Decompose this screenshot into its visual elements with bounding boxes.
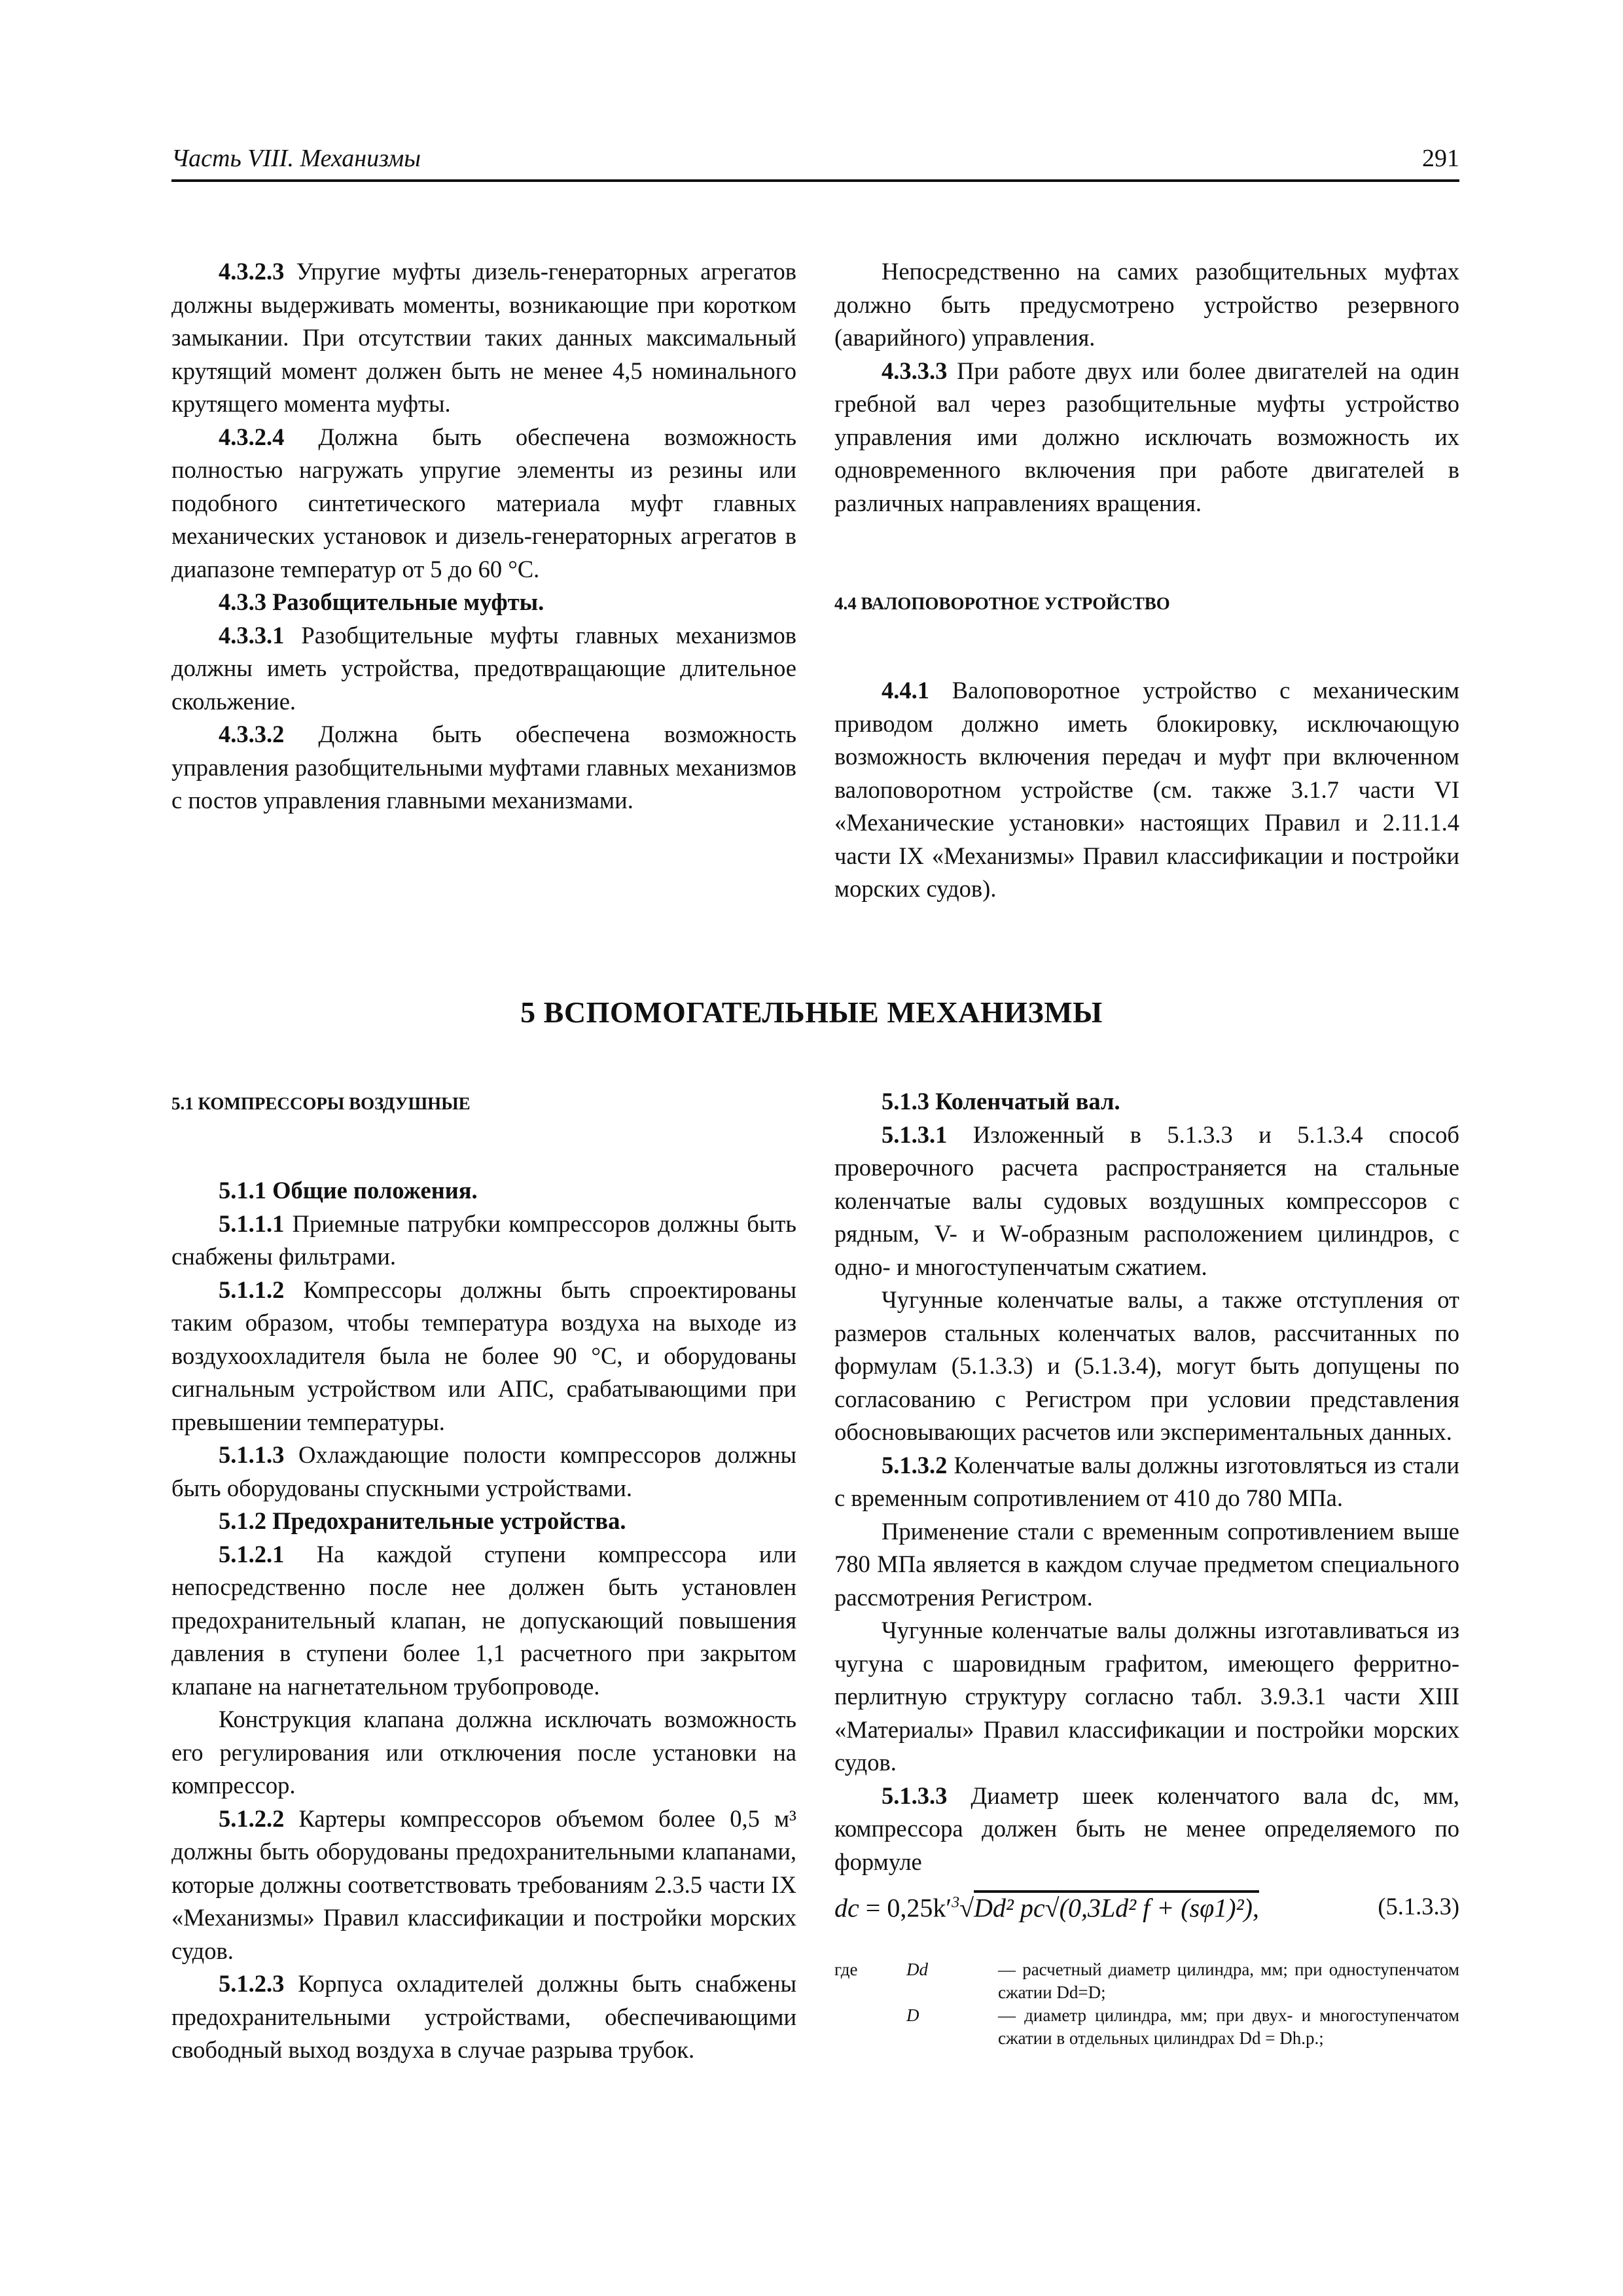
formula xyxy=(834,1882,1459,1948)
clause-text: Конструкция клапана должна исключать возможность его регулирования или отключения после установки на компрессор. xyxy=(171,1706,796,1799)
section-4-4 xyxy=(834,590,1459,906)
clause-text: Чугунные коленчатые валы, а также отступления от размеров стальных коленчатых валов, рассчитанных по формулам (5.1.3.3) и (5.1.3.4), могут быть допущены по согласованию с Регистром при условии представления обосновывающих расчетов или экспериментальных данных. xyxy=(834,1286,1459,1445)
clause-text: Чугунные коленчатые валы должны изготавливаться из чугуна с шаровидным графитом, имеющего ферритно-перлитную структуру согласно табл. 3.9.3.1 части XIII «Материалы» Правил классификации и постройки морских судов. xyxy=(834,1617,1459,1776)
clause-number: 4.3.3.1 xyxy=(219,621,285,649)
clause-number: 4.3.3.2 xyxy=(219,721,285,747)
paragraph xyxy=(171,1174,796,1208)
section-title: 5.1 КОМПРЕССОРЫ ВОЗДУШНЫЕ xyxy=(171,1094,471,1113)
clause-text: Компрессоры должны быть спроектированы таким образом, чтобы температура воздуха на выходе из воздухоохладителя была не более 90 °С, и оборудованы сигнальным устройством или АПС, срабатывающими при превышении температуры. xyxy=(171,1276,796,1435)
paragraph xyxy=(171,1505,796,1538)
clause-text: Разобщительные муфты главных механизмов должны иметь устройства, предотвращающие длительное скольжение. xyxy=(171,621,796,715)
paragraph xyxy=(834,1449,1459,1515)
clause-text: Применение стали с временным сопротивлением выше 780 МПа является в каждом случае предметом специального рассмотрения Регистром. xyxy=(834,1517,1459,1611)
clause-text: Корпуса охладителей должны быть снабжены предохранительными устройствами, обеспечивающими свободный выход воздуха в случае разрыва трубок. xyxy=(171,1970,796,2063)
page-number: 291 xyxy=(1422,145,1459,172)
paragraph xyxy=(171,1703,796,1803)
paragraph xyxy=(834,1780,1459,1879)
definition-text: — диаметр цилиндра, мм; при двух- и многоступенчатом сжатии в отдельных цилиндрах Dd = Dh.p.; xyxy=(998,2005,1459,2048)
clause-text: Валоповоротное устройство с механическим приводом должно иметь блокировку, исключающую возможность включения передач и муфт при включенном валоповоротном устройстве (см. также 3.1.7 части VI «Механические установки» настоящих Правил и 2.11.1.4 части IX «Механизмы» Правил классификации и постройки морских судов). xyxy=(834,677,1459,902)
clause-text: Приемные патрубки компрессоров должны быть снабжены фильтрами. xyxy=(171,1210,796,1270)
clause-text: Коленчатые валы должны изготовляться из стали с временным сопротивлением от 410 до 780 МПа. xyxy=(834,1451,1459,1511)
paragraph xyxy=(171,1803,796,1968)
formula-expression: dc = $0,25k'^3√Dd^2$ pc√(0,3Ld² f + (sφ1)²), xyxy=(834,1893,1259,1923)
paragraph xyxy=(171,1208,796,1274)
clause-number: 5.1.2.3 xyxy=(219,1970,285,1997)
clause-text: При работе двух или более двигателей на один гребной вал через разобщительные муфты устройство управления ими должно исключать возможность их одновременного включения при работе двигателей в различных направлениях вращения. xyxy=(834,357,1459,516)
page-header xyxy=(171,143,1459,182)
definition-item xyxy=(834,2004,1459,2050)
clause-number: 5.1.2 Предохранительные устройства. xyxy=(219,1507,626,1534)
clause-text: Картеры компрессоров объемом более 0,5 м³ должны быть оборудованы предохранительными клапанами, которые должны соответствовать требованиям 2.3.5 части IX «Механизмы» Правил классификации и постройки морских судов. xyxy=(171,1804,796,1964)
paragraph xyxy=(171,421,796,586)
paragraph xyxy=(171,1274,796,1439)
paragraph xyxy=(834,355,1459,520)
paragraph xyxy=(834,255,1459,355)
definition-symbol: D xyxy=(906,2005,919,2025)
clause-number: 5.1.2.2 xyxy=(219,1804,285,1832)
clause-number: 4.4.1 xyxy=(882,677,929,704)
formula-number: (5.1.3.3) xyxy=(1378,1893,1459,1920)
chapter-title: 5 ВСПОМОГАТЕЛЬНЫЕ МЕХАНИЗМЫ xyxy=(520,996,1103,1029)
clause-number: 4.3.3 Разобщительные муфты. xyxy=(219,588,544,615)
right-column-bottom xyxy=(834,1085,1459,2050)
clause-number: 4.3.3.3 xyxy=(882,357,948,384)
paragraph xyxy=(834,674,1459,906)
clause-number: 5.1.2.1 xyxy=(219,1540,285,1568)
clause-text: Диаметр шеек коленчатого вала dc, мм, компрессора должен быть не менее определяемого по формуле xyxy=(834,1782,1459,1875)
clause-text: Непосредственно на самих разобщительных муфтах должно быть предусмотрено устройство резервного (аварийного) управления. xyxy=(834,258,1459,351)
clause-number: 5.1.3.3 xyxy=(882,1782,948,1809)
clause-number: 5.1.1.3 xyxy=(219,1441,285,1468)
clause-text: Должна быть обеспечена возможность полностью нагружать упругие элементы из резины или подобного синтетического материала муфт главных механических установок и дизель-генераторных агрегатов в диапазоне температур от 5 до 60 °С. xyxy=(171,423,796,583)
clause-number: 5.1.1.1 xyxy=(219,1210,285,1237)
clause-text: Изложенный в 5.1.3.3 и 5.1.3.4 способ проверочного расчета распространяется на стальные коленчатые валы судовых воздушных компрессоров с рядным, V- и W-образным расположением цилиндров, с одно- и многоступенчатым сжатием. xyxy=(834,1121,1459,1280)
clause-number: 4.3.2.3 xyxy=(219,258,285,285)
clause-number: 4.3.2.4 xyxy=(219,423,285,450)
section-title: 4.4 ВАЛОПОВОРОТНОЕ УСТРОЙСТВО xyxy=(834,594,1170,613)
paragraph xyxy=(171,1538,796,1704)
paragraph xyxy=(171,1439,796,1505)
clause-number: 5.1.3.1 xyxy=(882,1121,948,1148)
paragraph xyxy=(171,586,796,619)
definition-symbol: Dd xyxy=(906,1960,928,1979)
clause-text: На каждой ступени компрессора или непосредственно после нее должен быть установлен предохранительный клапан, не допускающий повышения давления в ступени более 1,1 расчетного при закрытом клапане на нагнетательном трубопроводе. xyxy=(171,1540,796,1700)
paragraph xyxy=(834,1515,1459,1615)
clause-number: 5.1.3.2 xyxy=(882,1451,948,1479)
running-title: Часть VIII. Механизмы xyxy=(171,145,421,172)
left-column-bottom xyxy=(171,1090,796,2067)
paragraph xyxy=(171,1967,796,2067)
paragraph xyxy=(834,1283,1459,1449)
paragraph xyxy=(171,718,796,817)
paragraph xyxy=(171,255,796,421)
right-column-top xyxy=(834,255,1459,520)
paragraph xyxy=(171,619,796,719)
clause-number: 5.1.1 Общие положения. xyxy=(219,1177,478,1204)
paragraph xyxy=(834,1614,1459,1780)
definitions xyxy=(834,1958,1459,2050)
paragraph xyxy=(834,1119,1459,1284)
clause-text: Упругие муфты дизель-генераторных агрегатов должны выдерживать моменты, возникающие при коротком замыкании. При отсутствии таких данных максимальный крутящий момент должен быть не менее 4,5 номинального крутящего момента муфты. xyxy=(171,258,796,417)
clause-number: 5.1.1.2 xyxy=(219,1276,285,1303)
definition-item xyxy=(834,1958,1459,2004)
definition-text: — расчетный диаметр цилиндра, мм; при одноступенчатом сжатии Dd=D; xyxy=(998,1960,1459,2002)
left-column-top xyxy=(171,255,796,817)
clause-text: Охлаждающие полости компрессоров должны быть оборудованы спускными устройствами. xyxy=(171,1441,796,1501)
clause-text: Должна быть обеспечена возможность управления разобщительными муфтами главных механизмов с постов управления главными механизмами. xyxy=(171,721,796,814)
clause-number: 5.1.3 Коленчатый вал. xyxy=(882,1088,1120,1115)
paragraph xyxy=(834,1085,1459,1119)
where-label: где xyxy=(834,1960,858,1979)
